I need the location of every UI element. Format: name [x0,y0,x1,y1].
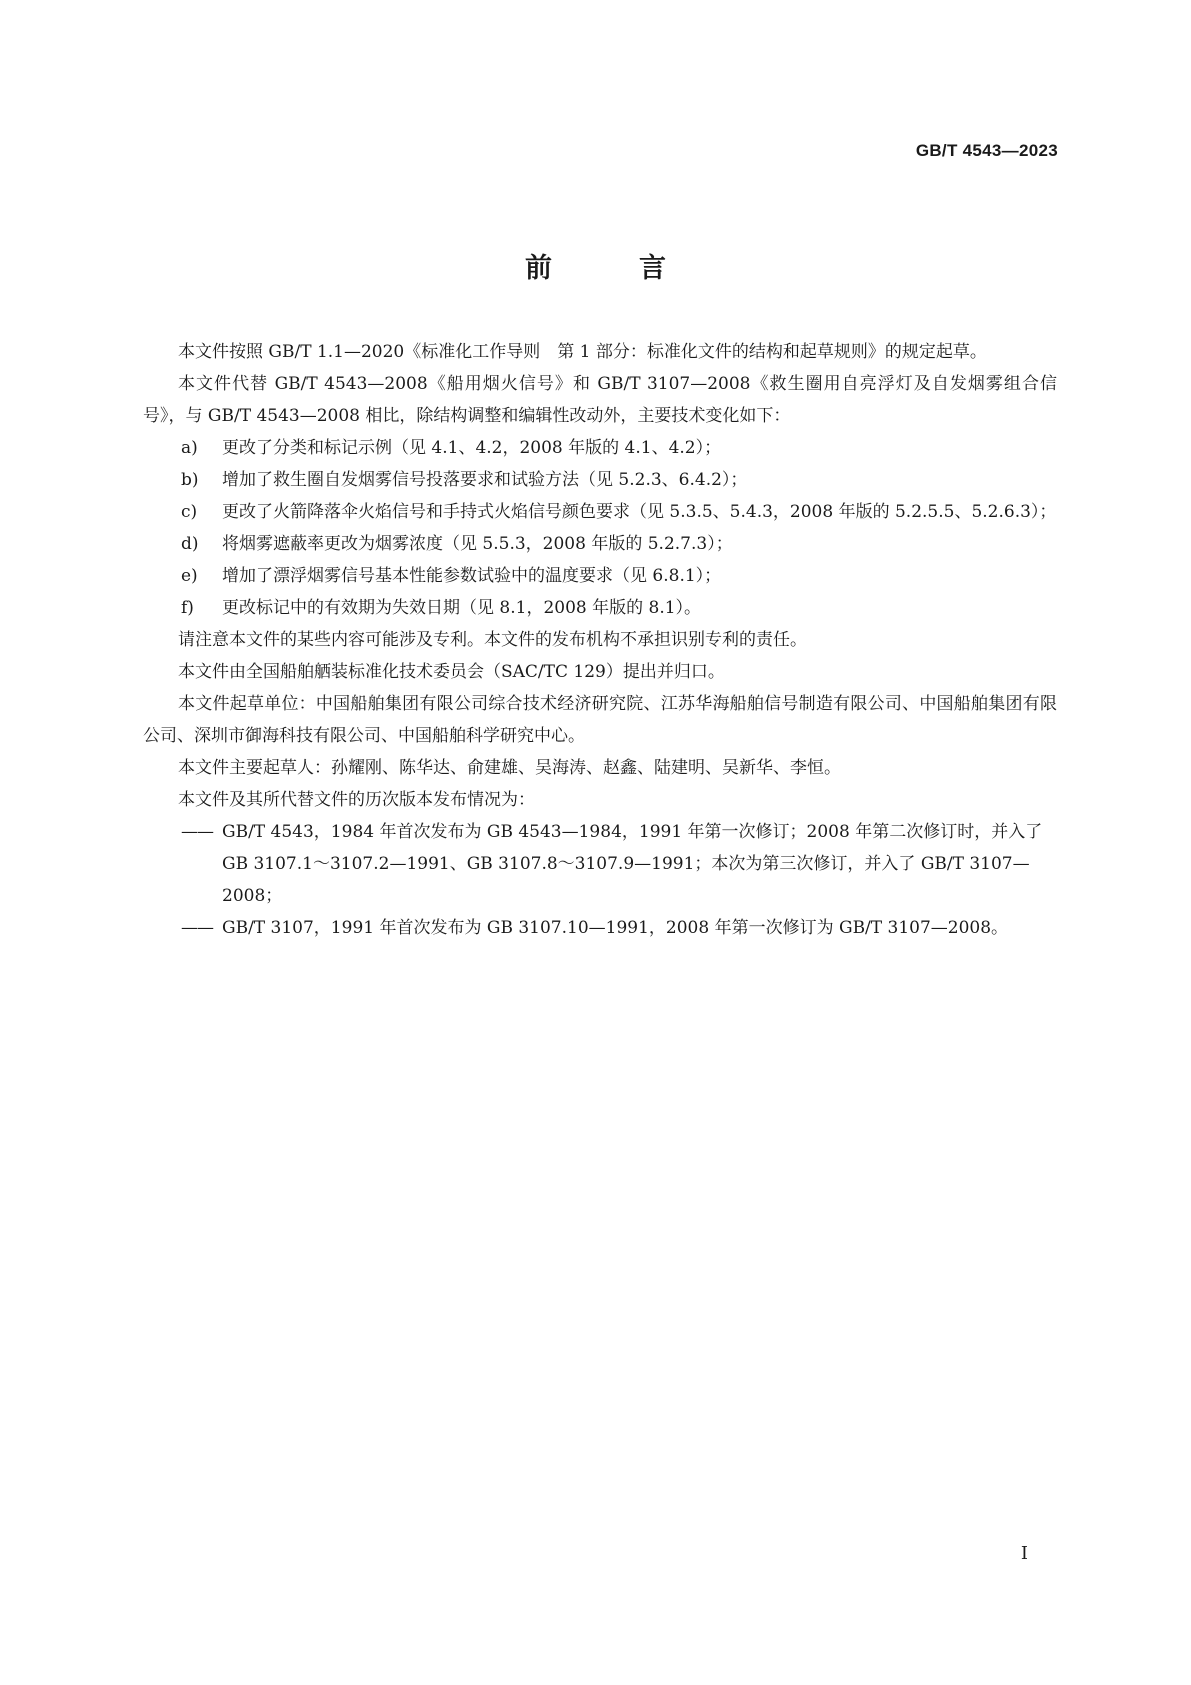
item-marker: a) [181,438,198,458]
item-text: 增加了漂浮烟雾信号基本性能参数试验中的温度要求（见 6.8.1）； [222,566,722,586]
item-text: 更改标记中的有效期为失效日期（见 8.1，2008 年版的 8.1）。 [222,598,702,618]
standard-code: GB/T 4543—2023 [915,141,1058,160]
page-title: 前 言 [525,253,696,284]
paragraph: 本文件主要起草人：孙耀刚、陈华达、俞建雄、吴海涛、赵鑫、陆建明、吴新华、李恒。 [178,758,841,778]
change-item [143,464,1057,496]
item-text: 将烟雾遮蔽率更改为烟雾浓度（见 5.5.3，2008 年版的 5.2.7.3）； [222,534,733,554]
change-item [143,560,1057,592]
change-item [143,592,1057,624]
item-marker: d) [181,534,199,554]
change-item [143,496,1057,528]
document-body [143,336,1057,944]
item-text: 更改了火箭降落伞火焰信号和手持式火焰信号颜色要求（见 5.3.5、5.4.3，2008 年版的 5.2.5.5、5.2.6.3）； [222,502,1057,522]
item-marker: f) [181,598,194,618]
history-item [143,912,1057,944]
page-number: I [1020,1543,1028,1564]
item-marker: —— [181,822,213,842]
item-marker: e) [181,566,198,586]
paragraph: 本文件由全国船舶舾装标准化技术委员会（SAC/TC 129）提出并归口。 [178,662,725,682]
paragraph: 本文件及其所代替文件的历次版本发布情况为： [178,790,535,810]
change-item [143,528,1057,560]
item-marker: b) [181,470,199,490]
item-text: 增加了救生圈自发烟雾信号投落要求和试验方法（见 5.2.3、6.4.2）； [222,470,748,490]
history-item [143,816,1057,912]
paragraph: 本文件代替 GB/T 4543—2008《船用烟火信号》和 GB/T 3107—2008《救生圈用自亮浮灯及自发烟雾组合信号》，与 GB/T 4543—2008 相比，除结构调整和编辑性改动外，主要技术变化如下： [143,374,1057,426]
item-text: GB/T 4543，1984 年首次发布为 GB 4543—1984，1991 年第一次修订；2008 年第二次修订时，并入了 GB 3107.1～3107.2—1991、GB 3107.8～3107.9—1991；本次为第三次修订，并入了 GB/T 3107—2008； [222,822,1043,906]
change-item [143,432,1057,464]
item-text: 更改了分类和标记示例（见 4.1、4.2，2008 年版的 4.1、4.2）； [222,438,722,458]
item-text: GB/T 3107，1991 年首次发布为 GB 3107.10—1991，2008 年第一次修订为 GB/T 3107—2008。 [222,918,1009,938]
item-marker: c) [181,502,198,522]
item-marker: —— [181,918,213,938]
paragraph: 本文件按照 GB/T 1.1—2020《标准化工作导则 第 1 部分：标准化文件的结构和起草规则》的规定起草。 [178,342,987,362]
paragraph: 请注意本文件的某些内容可能涉及专利。本文件的发布机构不承担识别专利的责任。 [178,630,807,650]
paragraph: 本文件起草单位：中国船舶集团有限公司综合技术经济研究院、江苏华海船舶信号制造有限公司、中国船舶集团有限公司、深圳市御海科技有限公司、中国船舶科学研究中心。 [143,694,1057,746]
